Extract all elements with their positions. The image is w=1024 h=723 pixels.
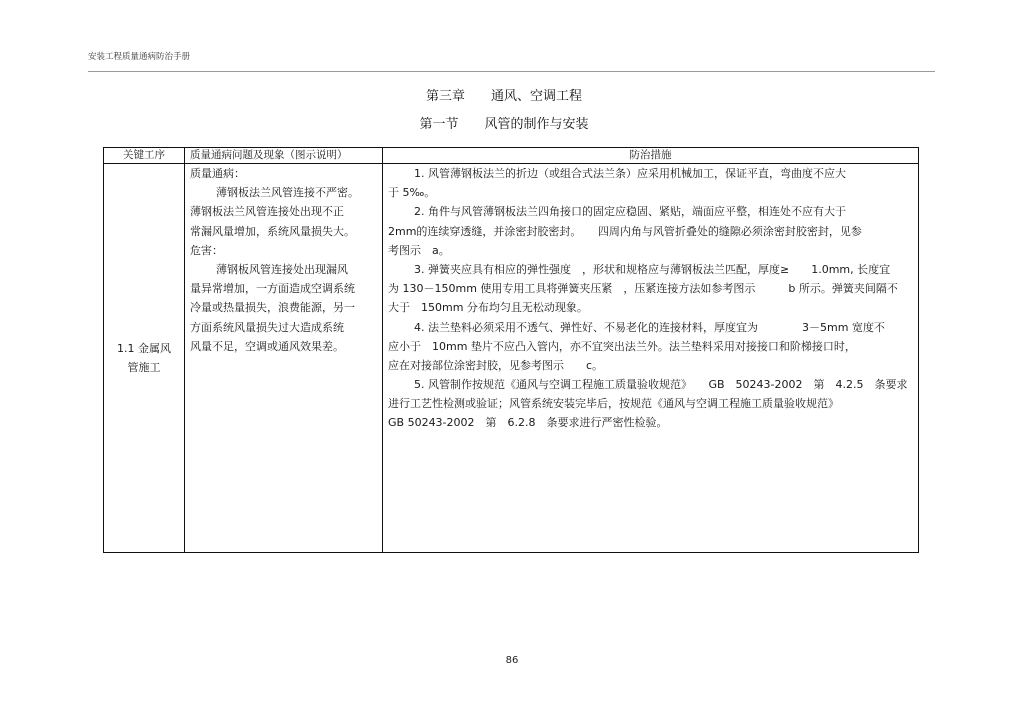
problem-line: 薄钢板法兰风管连接处出现不正 <box>190 205 344 219</box>
problem-line: 方面系统风量损失过大造成系统 <box>190 320 344 334</box>
measure-line: 2mm的连续穿透缝，并涂密封胶密封。 四周内角与风管折叠处的缝隙必须涂密封胶密封，见参 <box>388 224 862 238</box>
header-label: 质量通病问题及现象（图示说明） <box>190 149 348 161</box>
measure-line: 3. 弹簧夹应具有相应的弹性强度 ，形状和规格应与薄钢板法兰匹配，厚度≥ 1.0mm, 长度宜 <box>414 262 891 276</box>
measure-line: 考图示 a。 <box>388 243 450 257</box>
measure-line: 2. 角件与风管薄钢板法兰四角接口的固定应稳固、紧贴，端面应平整，相连处不应有大于 <box>414 205 846 219</box>
header-rule <box>88 71 935 72</box>
process-line: 1.1 金属风 <box>117 341 171 355</box>
page-number: 86 <box>505 655 519 666</box>
section-title: 第一节 风管的制作与安装 <box>419 117 589 132</box>
measure-line: 进行工艺性检测或验证；风管系统安装完毕后，按规范《通风与空调工程施工质量验收规范》 <box>388 397 839 411</box>
problem-cell <box>185 164 383 552</box>
header-cell-problems <box>185 148 383 163</box>
problem-line: 风量不足，空调或通风效果差。 <box>190 339 344 353</box>
running-title: 安装工程质量通病防治手册 <box>88 52 191 62</box>
measure-line: 1. 风管薄钢板法兰的折边（或组合式法兰条）应采用机械加工，保证平直，弯曲度不应大 <box>414 167 846 180</box>
measure-line: 5. 风管制作按规范《通风与空调工程施工质量验收规范》 GB 50243-2002 第 4.2.5 条要求 <box>414 378 908 392</box>
problem-line: 质量通病： <box>190 167 245 180</box>
measure-line: 4. 法兰垫料必须采用不透气、弹性好、不易老化的连接材料，厚度宜为 3－5mm 宽度不 <box>414 320 885 334</box>
chapter-title: 第三章 通风、空调工程 <box>425 89 582 104</box>
measure-line: 大于 150mm 分布均匀且无松动现象。 <box>388 301 588 315</box>
defect-prevention-table <box>103 147 919 553</box>
process-line: 管施工 <box>127 361 161 374</box>
header-label: 关键工序 <box>123 149 165 161</box>
measure-line: GB 50243-2002 第 6.2.8 条要求进行严密性检验。 <box>388 416 668 430</box>
measure-line: 应小于 10mm 垫片不应凸入管内，亦不宜突出法兰外。法兰垫料采用对接接口和阶梯接口时， <box>388 339 856 353</box>
problem-line: 薄钢板风管连接处出现漏风 <box>216 262 348 276</box>
measure-line: 为 130－150mm 使用专用工具将弹簧夹压紧 ，压紧连接方法如参考图示 b 所示。弹簧夹间隔不 <box>388 282 898 296</box>
header-label: 防治措施 <box>629 149 672 161</box>
measure-line: 应在对接部位涂密封胶，见参考图示 c。 <box>388 358 604 372</box>
problem-line: 危害： <box>190 243 223 257</box>
table-row <box>104 164 918 552</box>
header-cell-key-process <box>104 148 185 163</box>
table-header-row <box>104 148 918 164</box>
process-cell <box>104 164 185 552</box>
header-cell-measures <box>383 148 918 163</box>
problem-line: 常漏风量增加，系统风量损失大。 <box>190 224 355 238</box>
problem-line: 冷量或热量损失，浪费能源，另一 <box>190 301 355 315</box>
measures-cell <box>383 164 918 552</box>
measure-line: 于 5‰。 <box>388 186 436 200</box>
problem-line: 薄钢板法兰风管连接不严密。 <box>216 186 359 200</box>
problem-line: 量异常增加，一方面造成空调系统 <box>190 282 355 296</box>
